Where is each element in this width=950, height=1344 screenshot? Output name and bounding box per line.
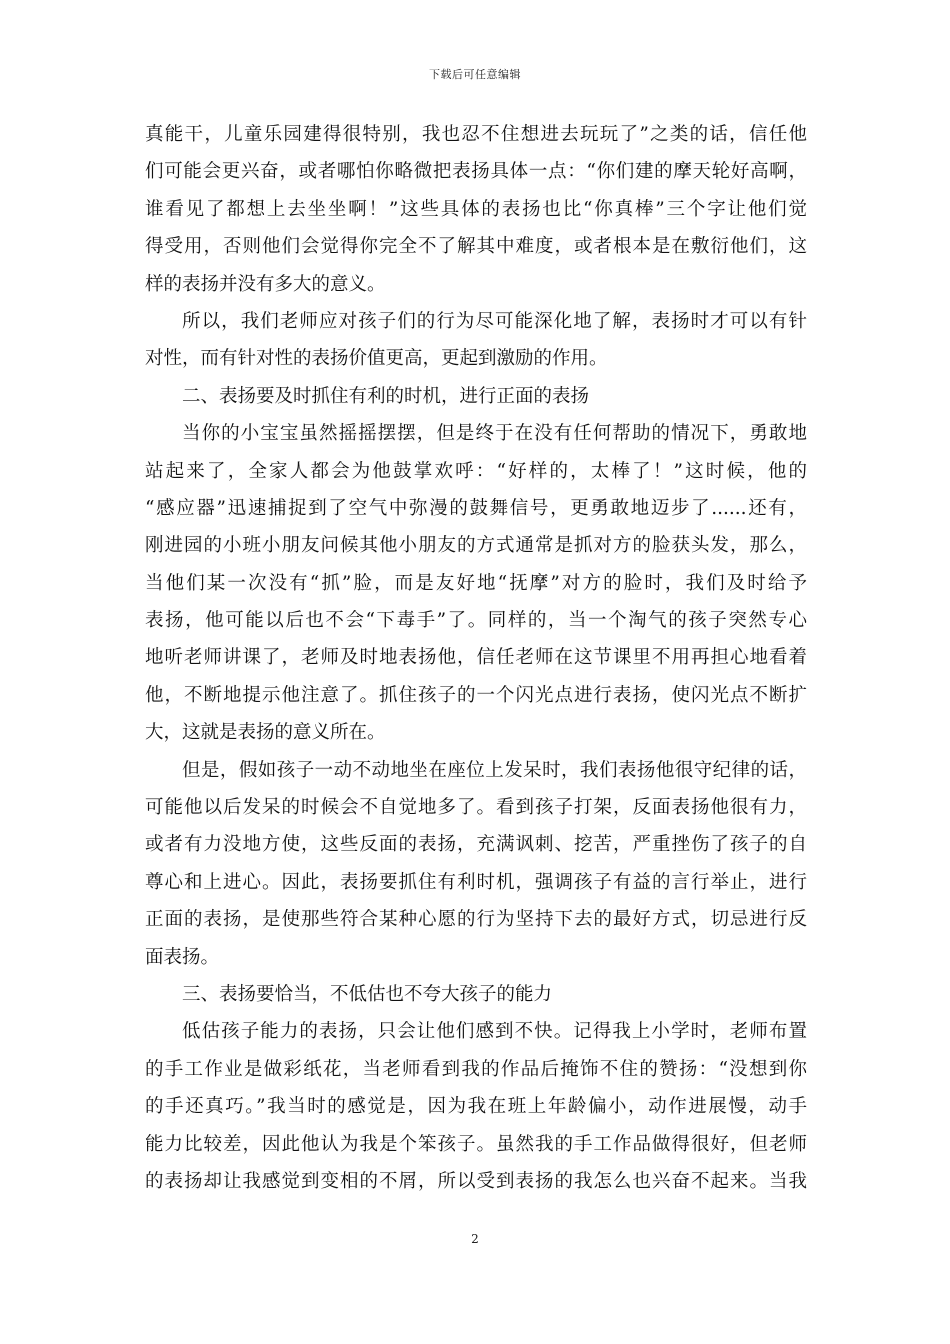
section-heading: 三、表扬要恰当，不低估也不夸大孩子的能力 [182,983,553,1005]
text-line: 们可能会更兴奋，或者哪怕你略微把表扬具体一点：“你们建的摩天轮好高啊， [145,161,807,183]
text-line: 能力比较差，因此他认为我是个笨孩子。虽然我的手工作品做得很好，但老师 [145,1133,807,1155]
text-line: 的手工作业是做彩纸花，当老师看到我的作品后掩饰不住的赞扬：“没想到你 [145,1058,807,1080]
paragraph-5 [145,1013,807,1200]
text-line: 站起来了，全家人都会为他鼓掌欢呼：“好样的，太棒了！”这时候，他的 [145,460,807,482]
text-line: 但是，假如孩子一动不动地坐在座位上发呆时，我们表扬他很守纪律的话， [182,759,807,781]
text-line: 真能干，儿童乐园建得很特别，我也忍不住想进去玩玩了”之类的话，信任他 [145,124,807,145]
page-header: 下载后可任意编辑 [429,68,521,81]
text-line: 或者有力没地方使，这些反面的表扬，充满讽刺、挖苦，严重挫伤了孩子的自 [145,834,807,856]
paragraph-3 [145,415,807,752]
text-line: 的表扬却让我感觉到变相的不屑，所以受到表扬的我怎么也兴奋不起来。当我 [145,1170,807,1192]
text-line: “感应器”迅速捕捉到了空气中弥漫的鼓舞信号，更勇敢地迈步了......还有， [145,497,807,519]
page-number: 2 [471,1232,479,1246]
paragraph-2 [145,303,807,378]
text-line: 刚进园的小班小朋友问候其他小朋友的方式通常是抓对方的脸获头发，那么， [145,535,807,557]
document-body [145,116,807,1200]
section-heading-2 [145,378,807,415]
text-line: 谁看见了都想上去坐坐啊！”这些具体的表扬也比“你真棒”三个字让他们觉 [145,198,807,220]
text-line: 当你的小宝宝虽然摇摇摆摆，但是终于在没有任何帮助的情况下，勇敢地 [182,423,807,445]
text-line: 样的表扬并没有多大的意义。 [145,273,386,295]
text-line: 低估孩子能力的表扬，只会让他们感到不快。记得我上小学时，老师布置 [182,1021,807,1043]
section-heading-3 [145,976,807,1013]
text-line: 所以，我们老师应对孩子们的行为尽可能深化地了解，表扬时才可以有针 [182,310,807,332]
text-line: 表扬，他可能以后也不会“下毒手”了。同样的，当一个淘气的孩子突然专心 [145,610,807,632]
text-line: 尊心和上进心。因此，表扬要抓住有利时机，强调孩子有益的言行举止，进行 [145,871,807,893]
text-line: 面表扬。 [145,946,220,968]
text-line: 大，这就是表扬的意义所在。 [145,722,386,744]
section-heading: 二、表扬要及时抓住有利的时机，进行正面的表扬 [182,385,590,407]
text-line: 的手还真巧。”我当时的感觉是，因为我在班上年龄偏小，动作进展慢，动手 [145,1096,807,1118]
paragraph-1 [145,116,807,303]
text-line: 当他们某一次没有“抓”脸，而是友好地“抚摩”对方的脸时，我们及时给予 [145,572,807,594]
paragraph-4 [145,752,807,976]
text-line: 正面的表扬，是使那些符合某种心愿的行为坚持下去的最好方式，切忌进行反 [145,909,807,931]
text-line: 地听老师讲课了，老师及时地表扬他，信任老师在这节课里不用再担心地看着 [145,647,807,669]
text-line: 可能他以后发呆的时候会不自觉地多了。看到孩子打架，反面表扬他很有力， [145,797,807,819]
text-line: 对性，而有针对性的表扬价值更高，更起到激励的作用。 [145,348,608,370]
text-line: 他，不断地提示他注意了。抓住孩子的一个闪光点进行表扬，使闪光点不断扩 [145,684,807,706]
text-line: 得受用，否则他们会觉得你完全不了解其中难度，或者根本是在敷衍他们，这 [145,236,807,258]
